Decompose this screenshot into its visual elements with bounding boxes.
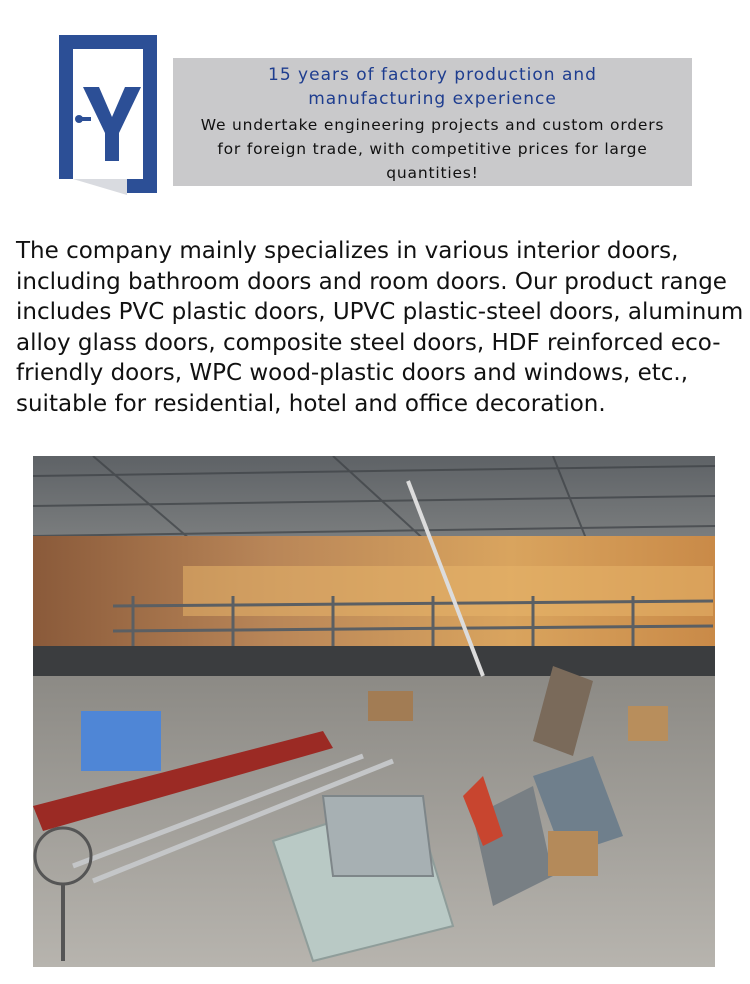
slogan-banner <box>173 58 692 186</box>
company-logo <box>57 33 159 197</box>
factory-warehouse-photo <box>33 456 715 967</box>
banner-subline: We undertake engineering projects and custom orders for foreign trade, with competitive prices for large quantities! <box>200 116 665 182</box>
door-y-logo-icon <box>57 33 159 197</box>
company-description: The company mainly specializes in various interior doors, including bathroom doors and room doors. Our product range includes PVC plastic doors, UPVC plastic-steel doors, aluminum alloy glass doors, composite steel doors, HDF reinforced eco-friendly doors, WPC wood-plastic doors and windows, etc., suitable for residential, hotel and office decoration. <box>16 238 744 417</box>
banner-headline: 15 years of factory production and manufacturing experience <box>268 65 597 109</box>
